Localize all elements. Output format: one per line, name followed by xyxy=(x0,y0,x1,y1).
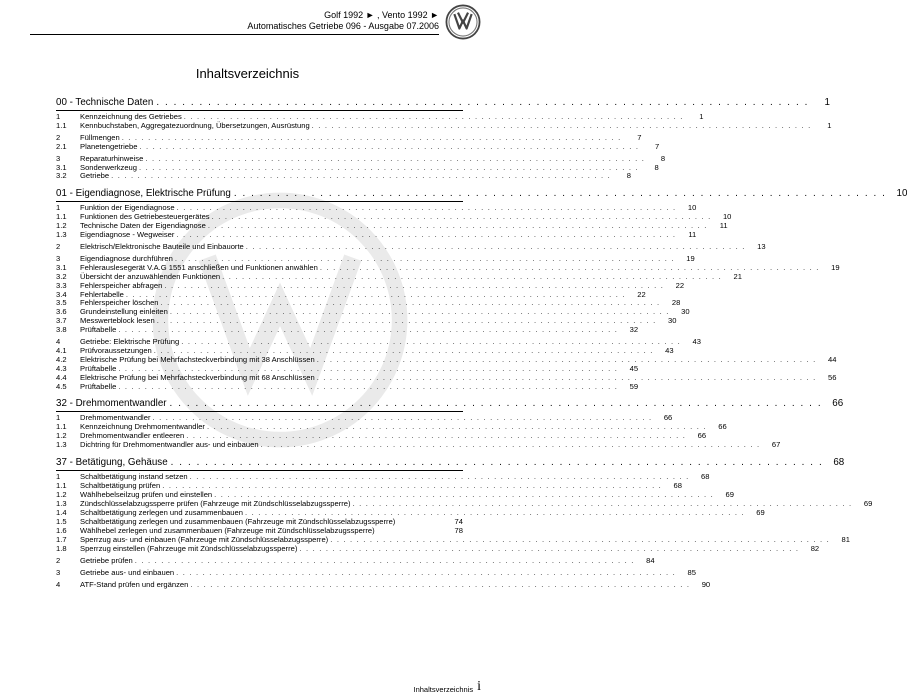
entry-title: Funktionen des Getriebesteuergerätes xyxy=(80,212,210,222)
entry-number: 3.1 xyxy=(56,262,67,272)
page-footer xyxy=(413,680,481,694)
leader-dots: . . . . . . . . . . . . . . . . . . . . . . . . . . . . . . . . . . . . . . . . . . . . . . . . . . . . . . . . . . . . . . . . . . . . . . . . . . . . xyxy=(319,262,820,272)
entry-number: 4.1 xyxy=(56,345,67,355)
entry-number: 1.2 xyxy=(56,431,67,441)
entry-page: 44 xyxy=(828,354,837,364)
entry-number: 2 xyxy=(56,556,61,566)
section-page: 66 xyxy=(832,398,844,410)
leader-dots: . . . . . . . . . . . . . . . . . . . . . . . . . . . . . . . . . . . . . . . . . . . . . . . . . . . . . . . . . . . . . . . . . . . . . . . . . . . . xyxy=(176,230,677,240)
entry-number: 1.1 xyxy=(56,212,67,222)
entry-title: Elektrisch/Elektronische Bauteile und Einbauorte xyxy=(80,241,244,251)
leader-dots: . . . . . . . . . . . . . . . . . . . . . . . . . . . . . . . . . . . . . . . . . . . . . . . . . . . . . . . . . . . . . . . . . . . . . . . . . . . . xyxy=(316,354,817,364)
entry-number: 1.7 xyxy=(56,535,67,545)
entry-page: 30 xyxy=(668,316,677,326)
entry-page: 8 xyxy=(660,153,666,163)
entry-number: 4.3 xyxy=(56,363,67,373)
entry-page: 22 xyxy=(675,280,685,290)
entry-number: 3.2 xyxy=(56,171,67,181)
toc-section-heading[interactable] xyxy=(56,187,907,200)
section-page: 1 xyxy=(824,97,830,108)
entry-page: 13 xyxy=(757,241,766,251)
entry-title: Messwerteblock lesen xyxy=(80,316,155,326)
entry-page: 8 xyxy=(626,171,631,181)
entry-number: 3 xyxy=(56,153,61,163)
leader-dots: . . . . . . . . . . . . . . . . . . . . . . . . . . . . . . . . . . . . . . . . . . . . . . . . . . . . . . . . . . . . . . . . . . . . . . . . . . . . xyxy=(125,289,626,299)
entry-title: Prüftabelle xyxy=(80,381,117,391)
leader-dots: . . . . . . . . . . . . . . . . . . . . . . . . . . . . . . . . . . . . . . . . . . . . . . . . . . . . . . . . . . . . . . . . . . . . . . . . . . . . xyxy=(206,422,707,432)
header-subtitle: Automatisches Getriebe 096 - Ausgabe 07.2006 xyxy=(247,21,439,31)
leader-dots: . . . . . . . . . . . . . . . . . . . . . . . . . . . . . . . . . . . . . . . . . . . . . . . . . . . . . . . . . . . . . . . . . . . . . . . . . . . . xyxy=(162,481,662,490)
entry-number: 1.1 xyxy=(56,120,67,130)
entry-page: 85 xyxy=(687,568,696,578)
entry-number: 4 xyxy=(56,580,61,590)
toc-entry[interactable] xyxy=(56,544,820,554)
entry-number: 1.6 xyxy=(56,525,67,535)
entry-title: Schaltbetätigung instand setzen xyxy=(80,472,188,482)
entry-title: Prüftabelle xyxy=(80,325,117,335)
entry-number: 1.1 xyxy=(56,481,67,490)
leader-dots: . . . . . . . . . . . . . . . . . . . . . . . . . . . . . . . . . . . . . . . . . . . . . . . . . . . . . . . . . . . . . . . . . . . . . . . . . . . . xyxy=(183,112,684,121)
leader-dots: . . . . . . . . . . . . . . . . . . . . . . . . . . . . . . . . . . . . . . . . . . . . . . . . . . . . . . . . . . . . . . . . . . . . . . . . . . . . xyxy=(311,120,812,130)
leader-dots: . . . . . . . . . . . . . . . . . . . . . . . . . . . . . . . . . . . . . . . . . . . . . . . . . . . . . . . . . . . . . . . . . . . . . . . . . . . . xyxy=(207,221,708,231)
entry-page: 11 xyxy=(688,230,697,240)
entry-title: Schaltbetätigung zerlegen und zusammenbauen xyxy=(80,507,243,517)
leader-dots: . . . . . . . . . . . . . . . . . . . . . . . . . . . . . . . . . . . . . . . . . . . . . . . . . . . . . . . . . . . . . . . . . . . . . . . . . . . . xyxy=(176,568,676,578)
entry-page: 68 xyxy=(700,472,710,482)
entry-page: 82 xyxy=(810,544,820,554)
section-page: 68 xyxy=(833,457,845,469)
leader-dots: . . . . . . . . . . . . . . . . . . . . . . . . . . . . . . . . . . . . . . . . . . . . . . . . . . . . . . . . . . . . . . . . . . . . . . . . . . . . xyxy=(160,298,661,308)
leader-dots: . . . . . . . . . . . . . . . . . . . . . . . . . . . . . . . . . . . . . . . . . . . . . . . . . . . . . . . . . . . . . . . . . . . . . . . . . . . . xyxy=(139,141,640,151)
leader-dots: . . . . . . . . . . . . . . . . . . . . . . . . . . . . . . . . . . . . . . . . . . . . . . . . . . . . . . . . . . . . . . . . . . . . . . . . . . . . xyxy=(211,212,712,222)
entry-title: Kennbuchstaben, Aggregatezuordnung, Übersetzungen, Ausrüstung xyxy=(80,120,310,130)
entry-number: 3.1 xyxy=(56,162,67,172)
leader-dots: . . . . . . . . . . . . . . . . . . . . . . . . . . . . . . . . . . . . . . . . . . . . . . . . . . . . . . . . . . . . . . . . . . . . . . . . . . . . xyxy=(121,132,622,142)
section-rule xyxy=(56,201,463,202)
entry-title: Wählhebel zerlegen und zusammenbauen (Fahrzeuge mit Zündschlüsselabzugssperre) xyxy=(80,525,375,535)
entry-title: Drehmomentwandler xyxy=(80,413,151,423)
toc-entry[interactable] xyxy=(56,120,832,131)
leader-dots: . . . . . . . . . . . . . . . . . . . . . . . . . . . . . . . . . . . . . . . . . . . . . . . . . . . . . . . . . . . . . . . . . . . . . . . . . . . . xyxy=(189,472,690,482)
entry-title: Reparaturhinweise xyxy=(80,153,144,163)
vw-logo-icon xyxy=(445,4,481,40)
entry-title: Fehlerspeicher abfragen xyxy=(80,280,163,290)
entry-page: 43 xyxy=(665,345,674,355)
entry-page: 19 xyxy=(831,262,840,272)
header-rule xyxy=(30,34,439,35)
leader-dots: . . . . . . . . . . . . . . . . . . . . . . . . . . . . . . . . . . . . . . . . . . . . . . . . . . . . . . . . . . . . . . . . . . . . . . . . . . . . xyxy=(181,337,681,347)
entry-number: 2.1 xyxy=(56,141,67,151)
leader-dots: . . . . . . . . . . . . . . . . . . . . . . . . . . . . . . . . . . . . . . . . . . . . . . . . . . . . . . . . . . . . . . . . . . . . . . . . . . . . xyxy=(169,398,823,410)
leader-dots: . . . . . . . . . . . . . . . . . . . . . . . . . . . . . . . . . . . . . . . . . . . . . . . . . . . . . . . . . . . . . . . . . . . . . . . . . . . . xyxy=(164,280,665,290)
entry-page: 67 xyxy=(771,440,781,450)
leader-dots: . . . . . . . . . . . . . . . . . . . . . . . . . . . . . . . . . . . . . . . . . . . . . . . . . . . . . . . . . . . . . . . . . . . . . . . . . . . . xyxy=(118,325,619,335)
entry-title: Schaltbetätigung zerlegen und zusammenbauen (Fahrzeuge mit Zündschlüsselabzugssperre) xyxy=(80,516,396,526)
entry-page: 19 xyxy=(686,253,695,263)
entry-title: Getriebe prüfen xyxy=(80,556,133,566)
entry-title: Sonderwerkzeug xyxy=(80,162,137,172)
leader-dots: . . . . . . . . . . . . . . . . . . . . . . . . . . . . . . . . . . . . . . . . . . . . . . . . . . . . . . . . . . . . . . . . . . . . . . . . . . . . xyxy=(176,203,677,213)
entry-number: 3.8 xyxy=(56,325,67,335)
entry-page: 59 xyxy=(629,381,639,391)
entry-page: 28 xyxy=(671,298,681,308)
entry-title: Getriebe xyxy=(80,171,110,181)
toc-entry[interactable] xyxy=(56,381,639,392)
entry-page: 43 xyxy=(692,337,701,347)
toc-entry[interactable] xyxy=(56,440,781,450)
entry-page: 90 xyxy=(701,580,711,590)
entry-title: Übersicht der anzuwählenden Funktionen xyxy=(80,271,221,281)
section-rule xyxy=(56,470,463,471)
section-title: 37 - Betätigung, Gehäuse xyxy=(56,457,168,469)
leader-dots: . . . . . . . . . . . . . . . . . . . . . . . . . . . . . . . . . . . . . . . . . . . . . . . . . . . . . . . . . . . . . . . . . . . . . . . . . . . . xyxy=(118,381,619,391)
page-title: Inhaltsverzeichnis xyxy=(195,66,300,81)
entry-page: 74 xyxy=(454,516,463,526)
leader-dots: . . . . . . . . . . . . . . . . . . . . . . . . . . . . . . . . . . . . . . . . . . . . . . . . . . . . . . . . . . . . . . . . . . . . . . . . . . . . xyxy=(233,188,887,200)
leader-dots: . . . . . . . . . . . . . . . . . . . . . . . . . . . . . . . . . . . . . . . . . . . . . . . . . . . . . . . . . . . . . . . . . . . . . . . . . . . . xyxy=(139,162,639,172)
leader-dots: . . . . . . . . . . . . . . . . . . . . . . . . . . . . . . . . . . . . . . . . . . . . . . . . . . . . . . . . . . . . . . . . . . . . . . . . . . . . xyxy=(299,544,800,554)
leader-dots: . . . . . . . . . . . . . . . . . . . . . . . . . . . . . . . . . . . . . . . . . . . . . . . . . . . . . . . . . . . . . . . . . . . . . . . . . . . . xyxy=(134,556,635,566)
entry-number: 1.2 xyxy=(56,489,67,499)
entry-page: 21 xyxy=(733,271,742,281)
footer-page-number: i xyxy=(477,679,481,694)
entry-title: Elektrische Prüfung bei Mehrfachsteckverbindung mit 38 Anschlüssen xyxy=(80,354,315,364)
entry-title: Fehlerauslesegerät V.A.G 1551 anschließen und Funktionen anwählen xyxy=(80,262,318,272)
entry-number: 4.5 xyxy=(56,381,67,391)
entry-page: 81 xyxy=(841,535,850,545)
entry-number: 3.4 xyxy=(56,289,67,299)
entry-page: 78 xyxy=(454,525,463,535)
entry-number: 1.3 xyxy=(56,498,67,508)
entry-number: 1.3 xyxy=(56,440,67,450)
leader-dots: . . . . . . . . . . . . . . . . . . . . . . . . . . . . . . . . . . . . . . . . . . . . . . . . . . . . . . . . . . . . . . . . . . . . . . . . . . . . xyxy=(156,316,657,326)
entry-title: Funktion der Eigendiagnose xyxy=(80,203,175,213)
section-rule xyxy=(56,411,463,412)
section-title: 01 - Eigendiagnose, Elektrische Prüfung xyxy=(56,188,231,200)
entry-title: Prüfvoraussetzungen xyxy=(80,345,152,355)
entry-title: Getriebe aus- und einbauen xyxy=(80,568,175,578)
entry-title: Planetengetriebe xyxy=(80,141,138,151)
toc-entry[interactable] xyxy=(56,230,697,240)
leader-dots: . . . . . . . . . . . . . . . . . . . . . . . . . . . . . . . . . . . . . . . . . . . . . . . . . . . . . . . . . . . . . . . . . . . . . . . . . . . . xyxy=(169,307,670,317)
leader-dots: . . . . . . . . . . . . . . . . . . . . . . . . . . . . . . . . . . . . . . . . . . . . . . . . . . . . . . . . . . . . . . . . . . . . . . . . . . . . xyxy=(260,440,761,450)
entry-number: 2 xyxy=(56,241,61,251)
entry-page: 10 xyxy=(722,212,732,222)
section-page: 10 xyxy=(896,188,907,200)
toc-entry[interactable] xyxy=(56,325,639,335)
entry-page: 10 xyxy=(687,203,697,213)
leader-dots: . . . . . . . . . . . . . . . . . . . . . . . . . . . . . . . . . . . . . . . . . . . . . . . . . . . . . . . . . . . . . . . . . . . . . . . . . . . . xyxy=(111,171,611,181)
entry-number: 4 xyxy=(56,337,61,347)
entry-page: 22 xyxy=(637,289,646,299)
entry-title: Kennzeichnung Drehmomentwandler xyxy=(80,422,205,432)
entry-title: Grundeinstellung einleiten xyxy=(80,307,168,317)
entry-title: Füllmengen xyxy=(80,132,120,142)
entry-title: Eigendiagnose durchführen xyxy=(80,253,173,263)
entry-title: Eigendiagnose - Wegweiser xyxy=(80,230,175,240)
toc-entry[interactable] xyxy=(56,241,766,252)
entry-number: 1 xyxy=(56,472,61,482)
entry-number: 1.5 xyxy=(56,516,67,526)
entry-page: 56 xyxy=(828,372,837,382)
entry-page: 30 xyxy=(681,307,690,317)
leader-dots: . . . . . . . . . . . . . . . . . . . . . . . . . . . . . . . . . . . . . . . . . . . . . . . . . . . . . . . . . . . . . . . . . . . . . . . . . . . . xyxy=(145,153,646,163)
entry-page: 69 xyxy=(863,498,873,508)
entry-number: 3 xyxy=(56,568,61,578)
toc-entry[interactable] xyxy=(56,580,711,590)
entry-number: 1.4 xyxy=(56,507,67,517)
leader-dots: . . . . . . . . . . . . . . . . . . . . . . . . . . . . . . . . . . . . . . . . . . . . . . . . . . . . . . . . . . . . . . . . . . . . . . . . . . . . xyxy=(352,498,853,508)
leader-dots: . . . . . . . . . . . . . . . . . . . . . . . . . . . . . . . . . . . . . . . . . . . . . . . . . . . . . . . . . . . . . . . . . . . . . . . . . . . . xyxy=(222,271,722,281)
entry-page: 66 xyxy=(663,413,673,423)
toc-entry[interactable] xyxy=(56,556,655,566)
entry-page: 8 xyxy=(654,162,659,172)
entry-page: 66 xyxy=(718,422,727,432)
entry-title: Getriebe: Elektrische Prüfung xyxy=(80,337,180,347)
entry-title: Wählhebelseilzug prüfen und einstellen xyxy=(80,489,213,499)
entry-page: 69 xyxy=(725,489,734,499)
leader-dots: . . . . . . . . . . . . . . . . . . . . . . . . . . . . . . . . . . . . . . . . . . . . . . . . . . . . . . . . . . . . . . . . . . . . . . . . . . . . xyxy=(170,457,824,469)
entry-page: 1 xyxy=(699,112,704,121)
toc-entry[interactable] xyxy=(56,141,660,152)
entry-title: Drehmomentwandler entleeren xyxy=(80,431,185,441)
entry-number: 1 xyxy=(56,112,61,121)
entry-title: Fehlertabelle xyxy=(80,289,124,299)
entry-number: 4.2 xyxy=(56,354,67,364)
toc-section-heading[interactable] xyxy=(56,397,844,410)
entry-number: 3.5 xyxy=(56,298,67,308)
toc-section-heading[interactable] xyxy=(56,456,845,469)
toc-entry[interactable] xyxy=(56,171,631,181)
entry-number: 3.3 xyxy=(56,280,67,290)
entry-title: Sperrzug aus- und einbauen (Fahrzeuge mit Zündschlüsselabzugssperre) xyxy=(80,535,329,545)
toc-entry[interactable] xyxy=(56,568,696,578)
entry-page: 69 xyxy=(756,507,765,517)
section-rule xyxy=(56,110,463,111)
entry-title: ATF-Stand prüfen und ergänzen xyxy=(80,580,189,590)
entry-title: Fehlerspeicher löschen xyxy=(80,298,159,308)
table-of-contents xyxy=(56,96,907,590)
leader-dots: . . . . . . . . . . . . . . . . . . . . . . . . . . . . . . . . . . . . . . . . . . . . . . . . . . . . . . . . . . . . . . . . . . . . . . . . . . . . xyxy=(316,372,817,382)
toc-section-heading[interactable] xyxy=(56,96,830,109)
entry-page: 1 xyxy=(827,120,832,130)
entry-number: 3.7 xyxy=(56,316,67,326)
entry-number: 1.2 xyxy=(56,221,67,231)
entry-number: 3 xyxy=(56,253,61,263)
entry-title: Kennzeichnung des Getriebes xyxy=(80,112,182,121)
entry-number: 2 xyxy=(56,132,61,142)
leader-dots: . . . . . . . . . . . . . . . . . . . . . . . . . . . . . . . . . . . . . . . . . . . . . . . . . . . . . . . . . . . . . . . . . . . . . . . . . . . . xyxy=(118,363,619,373)
entry-number: 1.8 xyxy=(56,544,67,554)
leader-dots: . . . . . . . . . . . . . . . . . . . . . . . . . . . . . . . . . . . . . . . . . . . . . . . . . . . . . . . . . . . . . . . . . . . . . . . . . . . . xyxy=(245,241,746,251)
entry-number: 3.6 xyxy=(56,307,67,317)
entry-number: 1 xyxy=(56,203,61,213)
entry-title: Dichtring für Drehmomentwandler aus- und einbauen xyxy=(80,440,259,450)
leader-dots: . . . . . . . . . . . . . . . . . . . . . . . . . . . . . . . . . . . . . . . . . . . . . . . . . . . . . . . . . . . . . . . . . . . . . . . . . . . . xyxy=(186,431,687,441)
entry-number: 4.4 xyxy=(56,372,67,382)
entry-number: 3.2 xyxy=(56,271,67,281)
entry-number: 1.1 xyxy=(56,422,67,432)
entry-page: 32 xyxy=(629,325,639,335)
entry-page: 11 xyxy=(719,221,728,231)
leader-dots: . . . . . . . . . . . . . . . . . . . . . . . . . . . . . . . . . . . . . . . . . . . . . . . . . . . . . . . . . . . . . . . . . . . . . . . . . . . . xyxy=(330,535,830,545)
leader-dots: . . . . . . . . . . . . . . . . . . . . . . . . . . . . . . . . . . . . . . . . . . . . . . . . . . . . . . . . . . . . . . . . . . . . . . . . . . . . xyxy=(152,413,653,423)
entry-title: Technische Daten der Eigendiagnose xyxy=(80,221,206,231)
entry-number: 1.3 xyxy=(56,230,67,240)
section-title: 00 - Technische Daten xyxy=(56,97,154,108)
entry-page: 7 xyxy=(654,141,660,151)
leader-dots: . . . . . . . . . . . . . . . . . . . . . . . . . . . . . . . . . . . . . . . . . . . . . . . . . . . . . . . . . . . . . . . . . . . . . . . . . . . . xyxy=(153,345,654,355)
entry-page: 68 xyxy=(673,481,682,490)
leader-dots: . . . . . . . . . . . . . . . . . . . . . . . . . . . . . . . . . . . . . . . . . . . . . . . . . . . . . . . . . . . . . . . . . . . . . . . . . . . . xyxy=(174,253,675,263)
leader-dots: . . . . . . . . . . . . . . . . . . . . . . . . . . . . . . . . . . . . . . . . . . . . . . . . . . . . . . . . . . . . . . . . . . . . . . . . . . . . xyxy=(214,489,714,499)
leader-dots: . . . . . . . . . . . . . . . . . . . . . . . . . . . . . . . . . . . . . . . . . . . . . . . . . . . . . . . . . . . . . . . . . . . . . . . . . . . . xyxy=(156,97,809,108)
entry-page: 45 xyxy=(629,363,639,373)
footer-label: Inhaltsverzeichnis xyxy=(413,685,474,694)
section-title: 32 - Drehmomentwandler xyxy=(56,398,167,410)
leader-dots: . . . . . . . . . . . . . . . . . . . . . . . . . . . . . . . . . . . . . . . . . . . . . . . . . . . . . . . . . . . . . . . . . . . . . . . . . . . . xyxy=(190,580,691,590)
entry-title: Elektrische Prüfung bei Mehrfachsteckverbindung mit 68 Anschlüssen xyxy=(80,372,315,382)
entry-title: Schaltbetätigung prüfen xyxy=(80,481,161,490)
leader-dots: . . . . . . . . . . . . . . . . . . . . . . . . . . . . . . . . . . . . . . . . . . . . . . . . . . . . . . . . . . . . . . . . . . . . . . . . . . . . xyxy=(244,507,745,517)
entry-page: 66 xyxy=(697,431,707,441)
entry-page: 84 xyxy=(646,556,655,566)
header-models: Golf 1992 ► , Vento 1992 ► xyxy=(324,10,439,20)
entry-number: 1 xyxy=(56,413,61,423)
document-header xyxy=(247,10,439,32)
entry-title: Zündschlüsselabzugssperre prüfen (Fahrzeuge mit Zündschlüsselabzugssperre) xyxy=(80,498,351,508)
entry-title: Prüftabelle xyxy=(80,363,117,373)
entry-title: Sperrzug einstellen (Fahrzeuge mit Zündschlüsselabzugssperre) xyxy=(80,544,298,554)
entry-page: 7 xyxy=(637,132,642,142)
